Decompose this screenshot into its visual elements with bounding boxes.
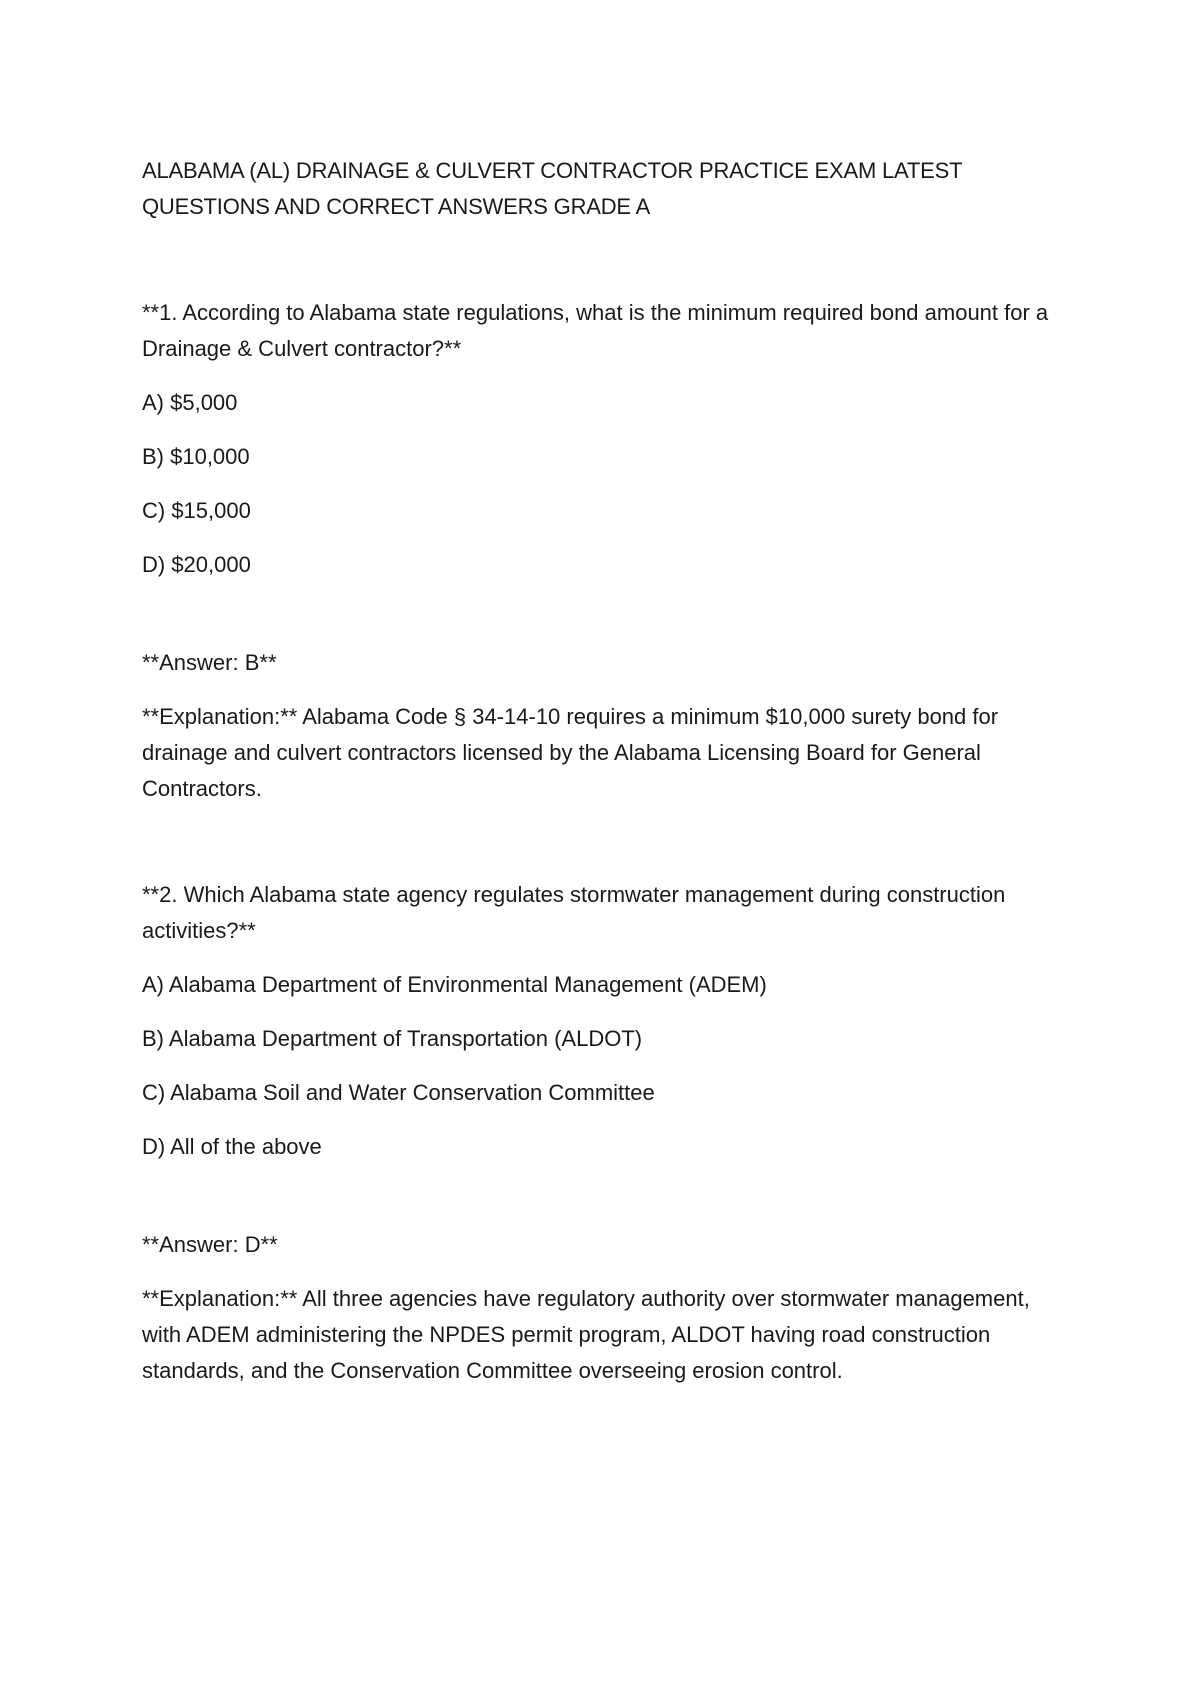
answer-text: **Answer: D** bbox=[142, 1232, 278, 1257]
question-text: **1. According to Alabama state regulations, what is the minimum required bond amount for a Drainage & Culvert contractor?** bbox=[142, 300, 1049, 361]
option-b: B) $10,000 bbox=[142, 444, 250, 469]
question-block-1 bbox=[142, 295, 1072, 807]
option-c: C) Alabama Soil and Water Conservation Committee bbox=[142, 1080, 655, 1105]
option-c: C) $15,000 bbox=[142, 498, 251, 523]
question-block-2 bbox=[142, 877, 1072, 1389]
document-title: ALABAMA (AL) DRAINAGE & CULVERT CONTRACTOR PRACTICE EXAM LATEST QUESTIONS AND CORRECT ANSWERS GRADE A bbox=[142, 158, 962, 219]
question-text: **2. Which Alabama state agency regulates stormwater management during construction activities?** bbox=[142, 882, 1006, 943]
option-a: A) Alabama Department of Environmental Management (ADEM) bbox=[142, 972, 767, 997]
explanation-text: **Explanation:** All three agencies have regulatory authority over stormwater management, with ADEM administering the NPDES permit program, ALDOT having road construction standards, and the Conservation Committee overseeing erosion control. bbox=[142, 1286, 1030, 1383]
option-b: B) Alabama Department of Transportation (ALDOT) bbox=[142, 1026, 643, 1051]
document-page bbox=[142, 153, 1072, 1389]
option-d: D) All of the above bbox=[142, 1134, 322, 1159]
explanation-text: **Explanation:** Alabama Code § 34-14-10 requires a minimum $10,000 surety bond for drainage and culvert contractors licensed by the Alabama Licensing Board for General Contractors. bbox=[142, 704, 999, 801]
answer-text: **Answer: B** bbox=[142, 650, 277, 675]
option-a: A) $5,000 bbox=[142, 390, 238, 415]
option-d: D) $20,000 bbox=[142, 552, 251, 577]
